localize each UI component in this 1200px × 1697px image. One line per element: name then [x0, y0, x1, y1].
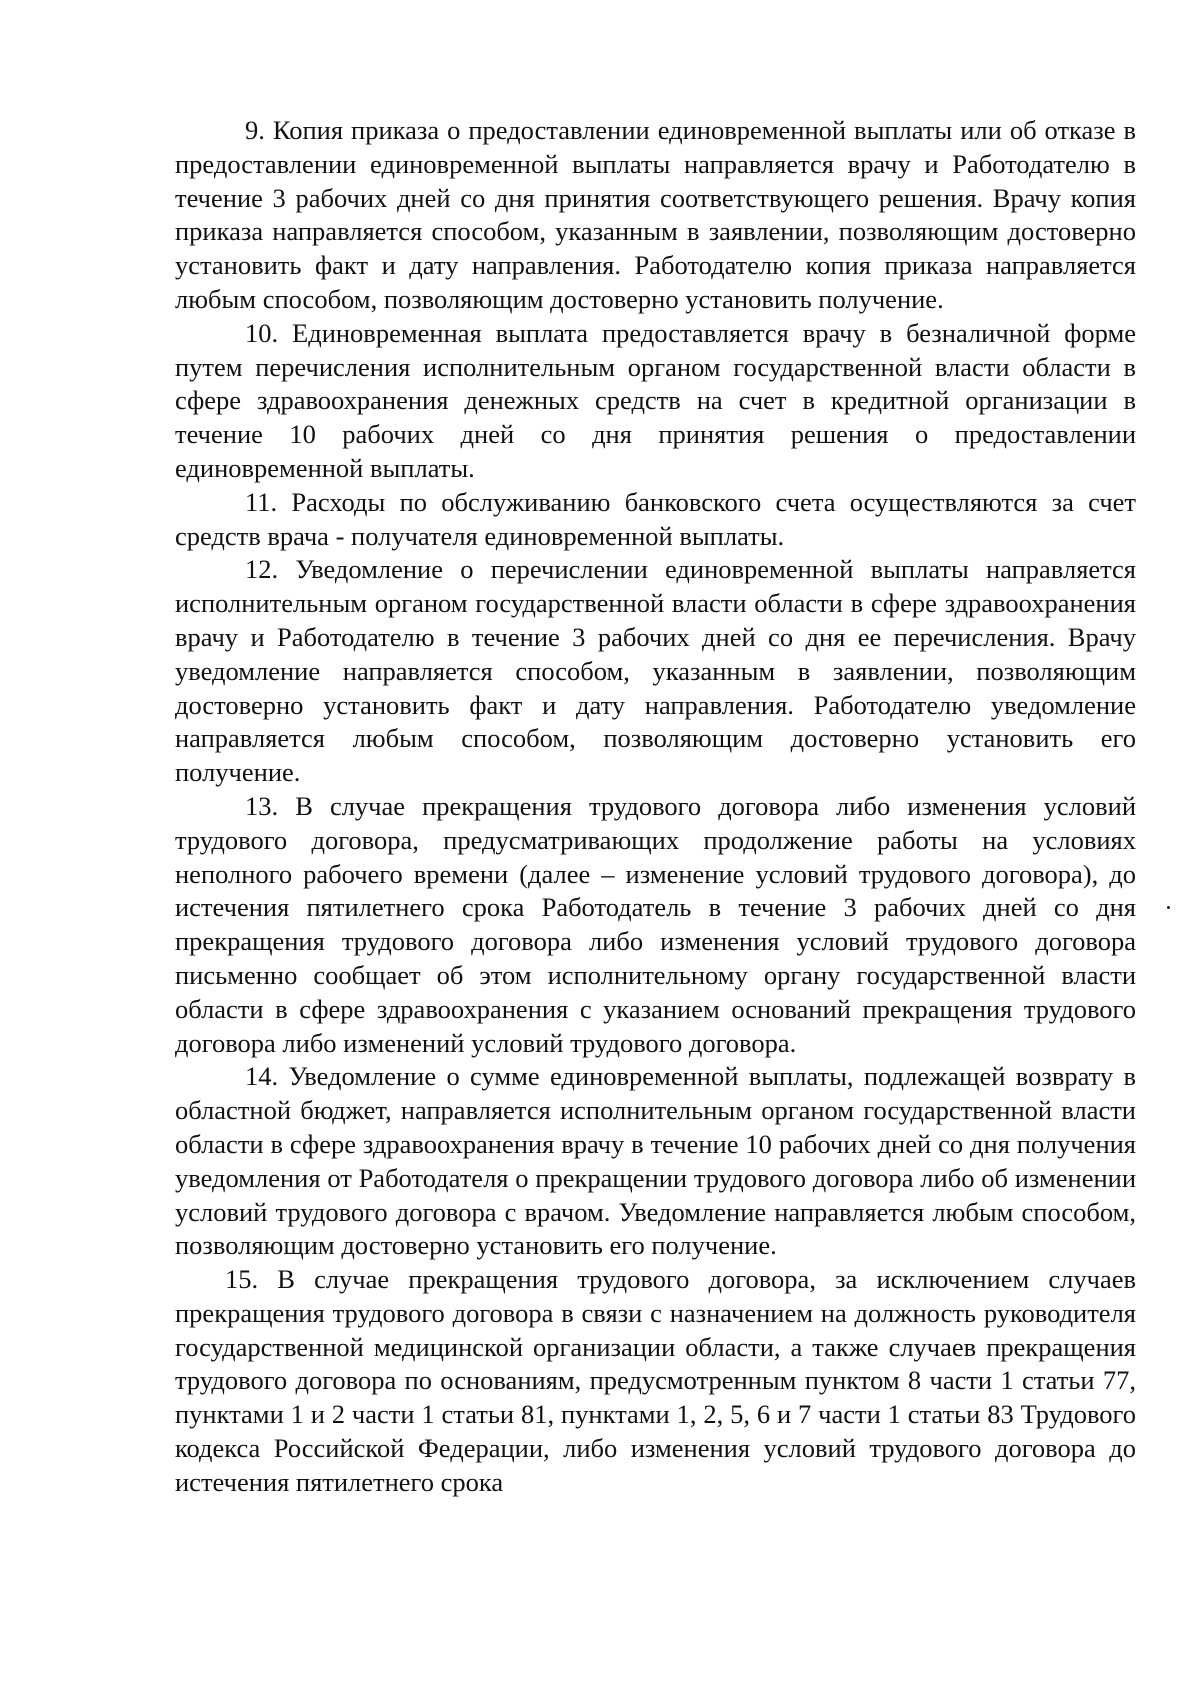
paragraph-10: 10. Единовременная выплата предоставляется врачу в безналичной форме путем перечисления исполнительным органом государственной власти области в сфере здравоохранения денежных средств на счет в кредитной организации в течение 10 рабочих дней со дня принятия решения о предоставлении единовременной выплаты. — [175, 317, 1136, 483]
paragraph-13: 13. В случае прекращения трудового договора либо изменения условий трудового договора, предусматривающих продолжение работы на условиях неполного рабочего времени (далее – изменение условий трудового договора), до истечения пятилетнего срока Работодатель в течение 3 рабочих дней со дня прекращения трудового договора либо изменения условий трудового договора письменно сообщает об этом исполнительному органу государственной власти области в сфере здравоохранения с указанием оснований прекращения трудового договора либо изменений условий трудового договора. — [175, 790, 1136, 1058]
paragraph-11: 11. Расходы по обслуживанию банковского счета осуществляются за счет средств врача - получателя единовременной выплаты. — [175, 486, 1136, 551]
document-body — [175, 114, 1136, 1500]
paragraph-14: 14. Уведомление о сумме единовременной выплаты, подлежащей возврату в областной бюджет, направляется исполнительным органом государственной власти области в сфере здравоохранения врачу в течение 10 рабочих дней со дня получения уведомления от Работодателя о прекращении трудового договора либо об изменении условий трудового договора с врачом. Уведомление направляется любым способом, позволяющим достоверно установить его получение. — [175, 1061, 1136, 1261]
paragraph-15: 15. В случае прекращения трудового договора, за исключением случаев прекращения трудового договора в связи с назначением на должность руководителя государственной медицинской организации области, а также случаев прекращения трудового договора по основаниям, предусмотренным пунктом 8 части 1 статьи 77, пунктами 1 и 2 части 1 статьи 81, пунктами 1, 2, 5, 6 и 7 части 1 статьи 83 Трудового кодекса Российской Федерации, либо изменения условий трудового договора до истечения пятилетнего срока — [175, 1264, 1136, 1497]
scan-speck — [1167, 906, 1170, 909]
paragraph-12: 12. Уведомление о перечислении единовременной выплаты направляется исполнительным органом государственной власти области в сфере здравоохранения врачу и Работодателю в течение 3 рабочих дней со дня ее перечисления. Врачу уведомление направляется способом, указанным в заявлении, позволяющим достоверно установить факт и дату направления. Работодателю уведомление направляется любым способом, позволяющим достоверно установить его получение. — [175, 554, 1136, 788]
paragraph-9: 9. Копия приказа о предоставлении единовременной выплаты или об отказе в предоставлении единовременной выплаты направляется врачу и Работодателю в течение 3 рабочих дней со дня принятия соответствующего решения. Врачу копия приказа направляется способом, указанным в заявлении, позволяющим достоверно установить факт и дату направления. Работодателю копия приказа направляется любым способом, позволяющим достоверно установить получение. — [175, 115, 1136, 314]
